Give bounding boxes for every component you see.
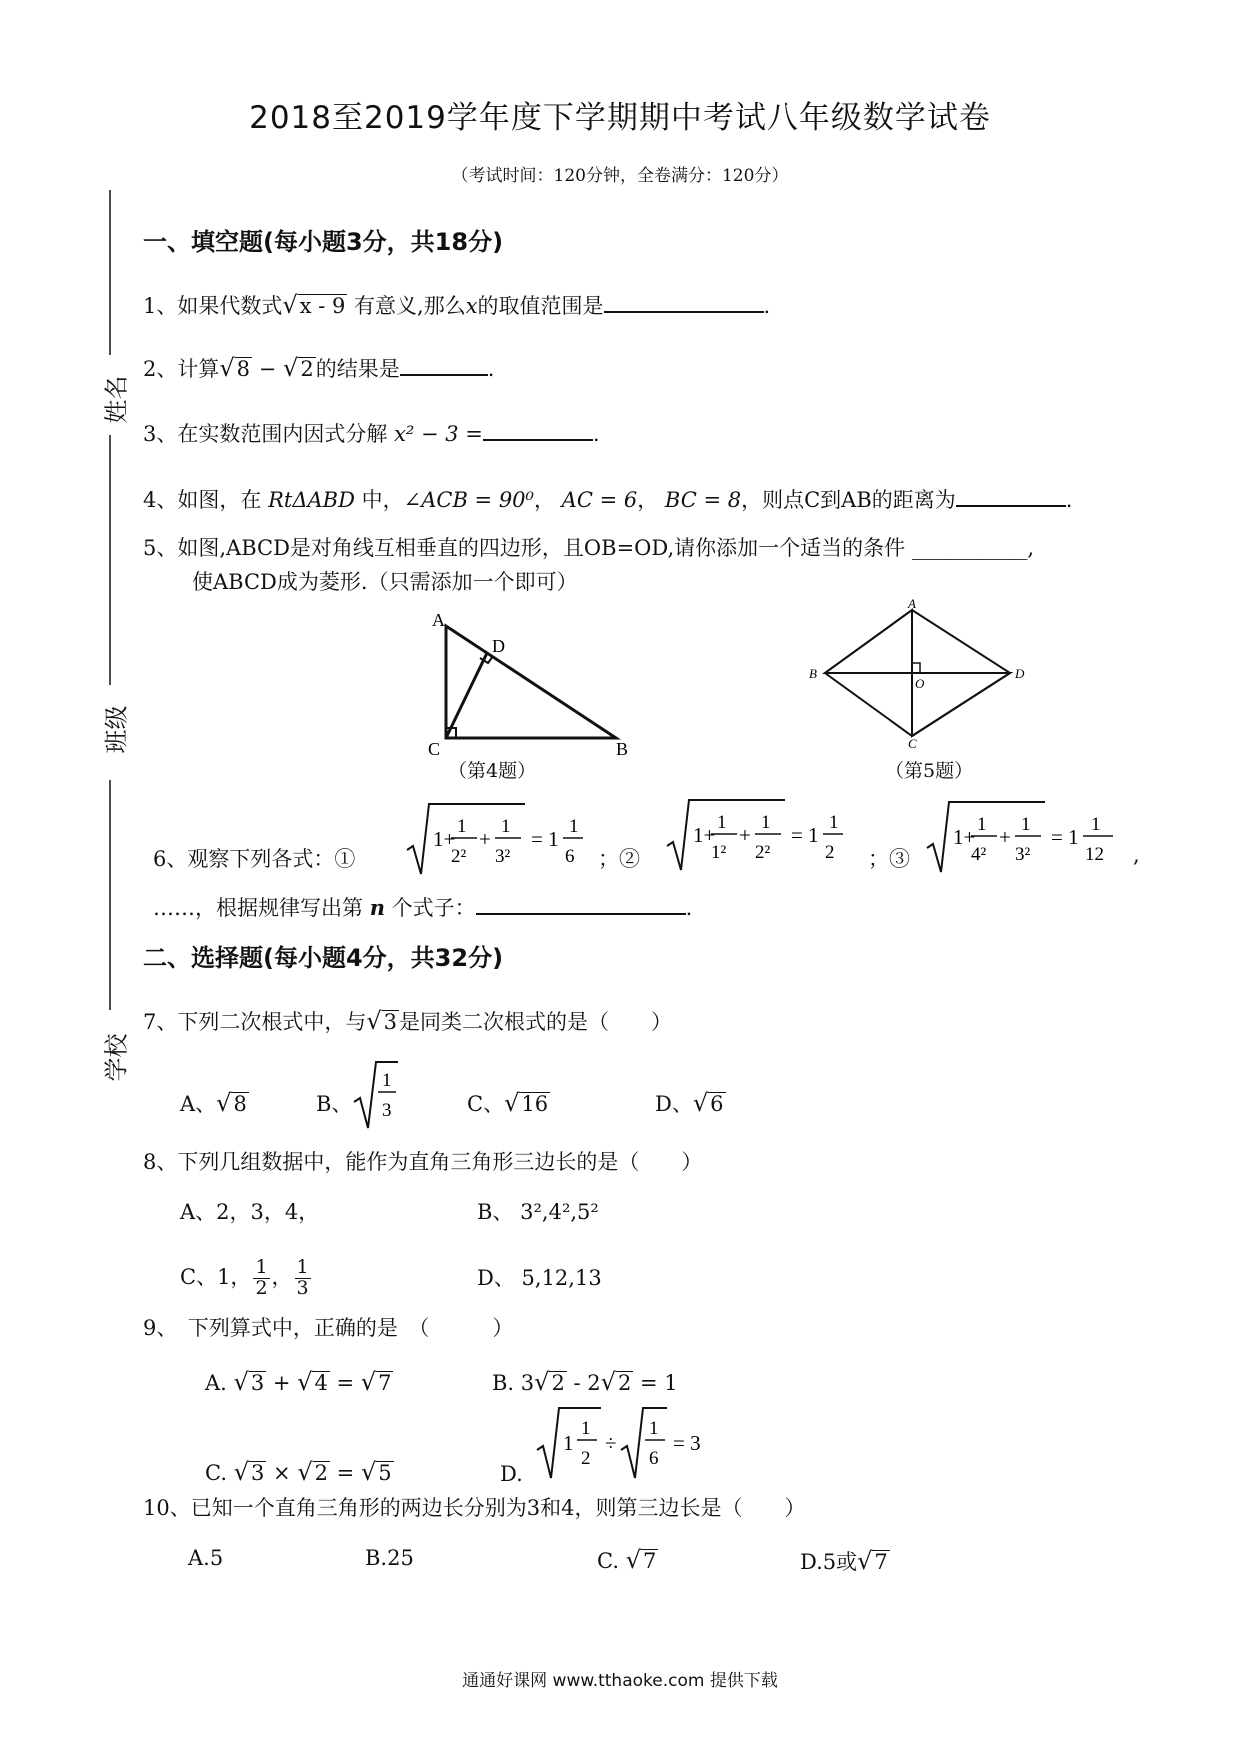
q6-equation-1 (405, 800, 595, 880)
svg-text:1: 1 (563, 1431, 574, 1455)
question-8: 8、下列几组数据中，能作为直角三角形三边长的是（ ） (143, 1150, 703, 1174)
question-1: 1、如果代数式√x - 9 有意义,那么x的取值范围是 . (143, 291, 771, 319)
q7-option-d: D、√6 (655, 1089, 724, 1117)
svg-text:= 1: = 1 (1051, 825, 1079, 849)
q7-option-c: C、√16 (467, 1089, 549, 1117)
q7-option-a: A、√8 (180, 1089, 247, 1117)
svg-text:3: 3 (382, 1100, 392, 1121)
svg-text:2²: 2² (755, 842, 771, 863)
svg-text:+: + (999, 825, 1011, 849)
fig4-label-a: A (432, 610, 445, 630)
answer-blank-4 (956, 485, 1066, 507)
name-label: 姓名 (102, 375, 131, 424)
svg-text:÷: ÷ (605, 1431, 617, 1455)
svg-text:= 1: = 1 (791, 823, 819, 847)
answer-blank-3 (483, 419, 593, 441)
fig5-label-b: B (809, 666, 817, 681)
question-7: 7、下列二次根式中，与√3是同类二次根式的是（ ） (143, 1007, 673, 1035)
svg-text:+: + (739, 823, 751, 847)
question-5: 5、如图,ABCD是对角线互相垂直的四边形，且OB=OD,请你添加一个适当的条件 ___________, (143, 536, 1035, 560)
exam-info: （考试时间：120分钟，全卷满分：120分） (451, 166, 789, 186)
q6-sep-3: ；③ (868, 847, 910, 871)
svg-text:2: 2 (825, 842, 835, 863)
question-9: 9、 下列算式中，正确的是 （ ） (143, 1316, 514, 1340)
sidebar-lines (90, 180, 130, 1180)
svg-text:2²: 2² (451, 846, 467, 867)
q7-option-b: B、 (316, 1092, 353, 1116)
figure-4-caption: （第4题） (448, 760, 537, 782)
q9-option-a: A. √3 + √4 = √7 (205, 1368, 392, 1396)
figure-5-caption: （第5题） (885, 760, 974, 782)
answer-blank-2 (400, 354, 488, 376)
q9-option-b: B. 3√2 - 2√2 = 1 (492, 1368, 678, 1396)
q10-option-c: C. √7 (597, 1546, 657, 1574)
class-label: 班级 (102, 705, 131, 754)
svg-text:1: 1 (649, 1418, 659, 1439)
svg-text:1: 1 (761, 812, 771, 833)
svg-text:4²: 4² (971, 844, 987, 865)
q8-option-b: B、 3²,4²,5² (477, 1200, 599, 1224)
svg-text:1+: 1+ (433, 827, 456, 851)
svg-text:1+: 1+ (953, 825, 976, 849)
q8-option-c: C、1， $\frac{1}{2}$ ， $\frac{1}{3}$ (180, 1256, 309, 1299)
question-6-prefix: 6、观察下列各式：① (153, 847, 356, 871)
footer-credit: 通通好课网 www.tthaoke.com 提供下载 (462, 1671, 778, 1691)
q10-option-d: D.5或√7 (800, 1547, 888, 1575)
q6-equation-3 (925, 798, 1125, 878)
svg-text:3²: 3² (495, 846, 511, 867)
question-6-line-2: ……，根据规律写出第 n 个式子： . (153, 895, 693, 920)
svg-text:1: 1 (829, 812, 839, 833)
figure-4-triangle (420, 600, 650, 760)
svg-text:= 3: = 3 (673, 1431, 701, 1455)
svg-text:6: 6 (565, 846, 575, 867)
answer-blank-6 (476, 893, 686, 915)
svg-text:1+: 1+ (693, 823, 716, 847)
q9-option-d-label: D. (500, 1462, 523, 1486)
q7-option-b-expr (352, 1058, 402, 1130)
school-label: 学校 (102, 1033, 131, 1082)
q8-option-d: D、 5,12,13 (477, 1266, 602, 1290)
svg-text:12: 12 (1085, 844, 1104, 865)
svg-text:6: 6 (649, 1448, 659, 1469)
figure-5-rhombus (795, 598, 1045, 748)
svg-text:3²: 3² (1015, 844, 1031, 865)
fig5-label-d: D (1015, 666, 1025, 681)
fig4-label-b: B (616, 739, 629, 759)
svg-text:1: 1 (457, 816, 467, 837)
question-10: 10、已知一个直角三角形的两边长分别为3和4，则第三边长是（ ） (143, 1496, 806, 1520)
fig4-label-d: D (492, 636, 505, 656)
svg-text:2: 2 (581, 1448, 591, 1469)
svg-text:1: 1 (977, 814, 987, 835)
svg-text:1: 1 (569, 816, 579, 837)
question-3: 3、在实数范围内因式分解 x² − 3 = . (143, 418, 600, 448)
svg-text:1: 1 (501, 816, 511, 837)
svg-text:1: 1 (1021, 814, 1031, 835)
q9-option-c: C. √3 × √2 = √5 (205, 1458, 392, 1486)
svg-text:1²: 1² (711, 842, 727, 863)
question-5-line-2: 使ABCD成为菱形.（只需添加一个即可） (192, 570, 578, 594)
q6-comma: , (1133, 843, 1140, 867)
svg-text:1: 1 (382, 1070, 392, 1091)
question-4: 4、如图，在 RtΔABD 中，∠ACB = 90⁰， AC = 6， BC = 8，则点C到AB的距离为 . (143, 484, 1072, 514)
svg-text:1: 1 (717, 812, 727, 833)
q10-option-a: A.5 (188, 1546, 224, 1570)
page-title: 2018至2019学年度下学期期中考试八年级数学试卷 (249, 100, 991, 136)
section-1-heading: 一、填空题(每小题3分，共18分) (143, 228, 504, 256)
q9-option-d-expr (535, 1402, 715, 1482)
q6-sep-2: ；② (598, 847, 640, 871)
fig5-label-c: C (908, 736, 917, 748)
q10-option-b: B.25 (365, 1546, 414, 1570)
section-2-heading: 二、选择题(每小题4分，共32分) (143, 944, 504, 972)
question-2: 2、计算√8 − √2的结果是 . (143, 354, 495, 382)
fig4-label-c: C (428, 739, 441, 759)
q8-option-a: A、2，3，4， (180, 1200, 320, 1224)
fig5-label-o: O (915, 676, 925, 691)
svg-text:= 1: = 1 (531, 827, 559, 851)
fig5-label-a: A (908, 598, 916, 611)
q6-equation-2 (665, 796, 855, 876)
answer-blank-1 (604, 291, 764, 313)
svg-text:1: 1 (1091, 814, 1101, 835)
svg-text:1: 1 (581, 1418, 591, 1439)
svg-text:+: + (479, 827, 491, 851)
